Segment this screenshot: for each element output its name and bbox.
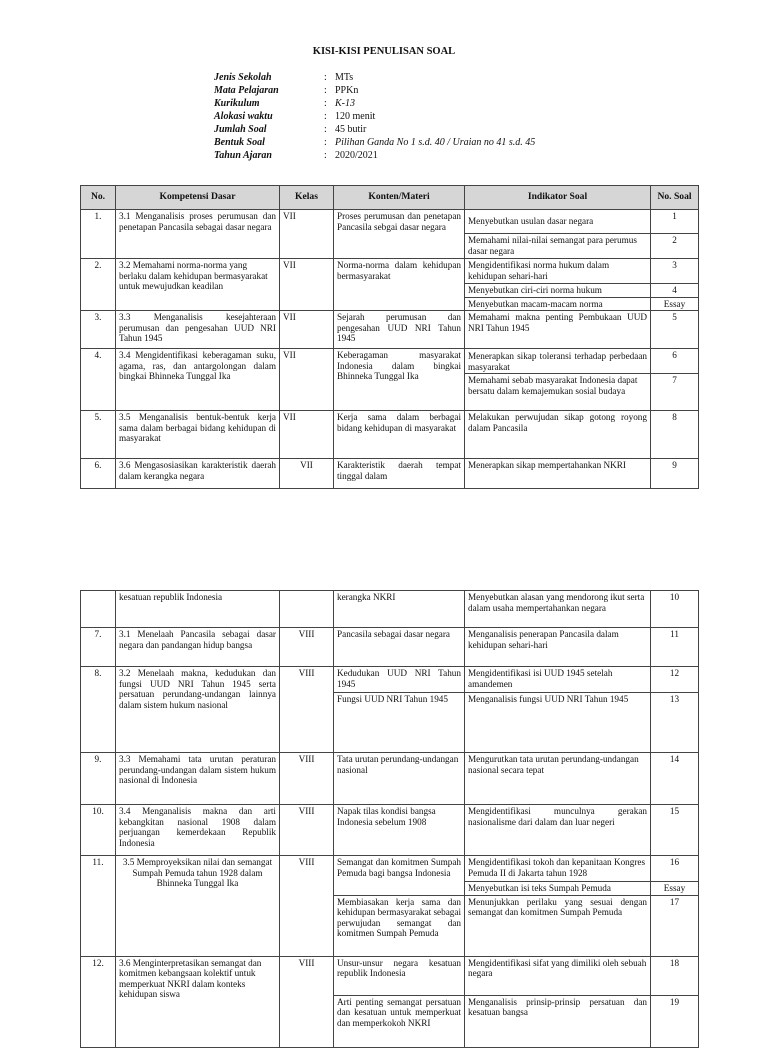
cell-konten: Fungsi UUD NRI Tahun 1945	[334, 693, 465, 753]
cell-no-soal: 12	[651, 667, 699, 693]
meta-row-bentuk-soal	[214, 136, 535, 149]
table-row	[81, 259, 699, 284]
cell-no-soal: 16	[651, 856, 699, 882]
cell-konten: Unsur-unsur negara kesatuan republik Indonesia	[334, 956, 465, 995]
cell-konten: Kerja sama dalam berbagai bidang kehidupan di masyarakat	[334, 411, 465, 459]
meta-row-kurikulum	[214, 97, 535, 110]
cell-no-soal: 1	[651, 210, 699, 234]
cell-no-soal: 5	[651, 311, 699, 349]
cell-kompetensi: 3.4 Menganalisis makna dan arti kebangkitan nasional 1908 dalam perjuangan kemerdekaan Republik Indonesia	[116, 805, 280, 856]
cell-kompetensi: 3.6 Menginterpretasikan semangat dan komitmen kebangsaan kolektif untuk memperkuat NKRI dalam konteks kehidupan siswa	[116, 956, 280, 1047]
cell-no-soal: Essay	[651, 882, 699, 896]
cell-no-soal: 11	[651, 628, 699, 667]
cell-kelas: VII	[280, 259, 334, 311]
cell-konten: Pancasila sebagai dasar negara	[334, 628, 465, 667]
meta-value: PPKn	[335, 85, 359, 96]
cell-no	[81, 591, 116, 628]
table-row	[81, 753, 699, 805]
cell-indikator: Menunjukkan perilaku yang sesuai dengan semangat dan komitmen Sumpah Pemuda	[465, 895, 651, 956]
cell-kompetensi: 3.6 Mengasosiasikan karakteristik daerah dalam kerangka negara	[116, 459, 280, 489]
table-row	[81, 591, 699, 628]
meta-value: MTs	[335, 72, 354, 83]
cell-indikator: Mengidentifikasi munculnya gerakan nasionalisme dari dalam dan luar negeri	[465, 805, 651, 856]
meta-label: Jenis Sekolah	[214, 72, 272, 83]
cell-no: 9.	[81, 753, 116, 805]
cell-kelas: VIII	[280, 667, 334, 753]
meta-label: Tahun Ajaran	[214, 150, 272, 161]
cell-konten: Semangat dan komitmen Sumpah Pemuda bagi bangsa Indonesia	[334, 856, 465, 896]
cell-indikator: Mengidentifikasi sifat yang dimiliki oleh sebuah negara	[465, 956, 651, 995]
header-kelas: Kelas	[280, 186, 334, 210]
cell-indikator: Menerapkan sikap toleransi terhadap perbedaan masyarakat	[465, 349, 651, 374]
meta-colon: :	[324, 150, 327, 161]
cell-no-soal: 7	[651, 374, 699, 411]
table-row	[81, 628, 699, 667]
cell-indikator: Melakukan perwujudan sikap gotong royong dalam Pancasila	[465, 411, 651, 459]
table-row	[81, 411, 699, 459]
cell-kompetensi: 3.4 Mengidentifikasi keberagaman suku, agama, ras, dan antargolongan dalam bingkai Bhinneka Tunggal Ika	[116, 349, 280, 411]
cell-konten: Keberagaman masyarakat Indonesia dalam bingkai Bhinneka Tunggal Ika	[334, 349, 465, 411]
cell-indikator: Menganalisis fungsi UUD NRI Tahun 1945	[465, 693, 651, 753]
meta-row-alokasi-waktu	[214, 110, 535, 123]
cell-no-soal: 9	[651, 459, 699, 489]
cell-no-soal: Essay	[651, 297, 699, 311]
cell-indikator: Mengidentifikasi isi UUD 1945 setelah amandemen	[465, 667, 651, 693]
cell-no: 11.	[81, 856, 116, 957]
cell-indikator: Menganalisis prinsip-prinsip persatuan dan kesatuan bangsa	[465, 995, 651, 1047]
cell-kelas: VIII	[280, 805, 334, 856]
cell-konten: Sejarah perumusan dan pengesahan UUD NRI Tahun 1945	[334, 311, 465, 349]
meta-colon: :	[324, 111, 327, 122]
cell-no-soal: 2	[651, 234, 699, 259]
meta-label: Kurikulum	[214, 98, 260, 109]
cell-no-soal: 14	[651, 753, 699, 805]
cell-kelas: VIII	[280, 753, 334, 805]
cell-indikator: Memahami makna penting Pembukaan UUD NRI Tahun 1945	[465, 311, 651, 349]
cell-konten: Norma-norma dalam kehidupan bermasyarakat	[334, 259, 465, 311]
meta-row-tahun-ajaran	[214, 149, 535, 162]
cell-indikator: Menganalisis penerapan Pancasila dalam kehidupan sehari-hari	[465, 628, 651, 667]
cell-kelas	[280, 591, 334, 628]
meta-row-jumlah-soal	[214, 123, 535, 136]
header-kompetensi-dasar: Kompetensi Dasar	[116, 186, 280, 210]
table-row	[81, 956, 699, 995]
cell-indikator: Menyebutkan isi teks Sumpah Pemuda	[465, 882, 651, 896]
table-row	[81, 311, 699, 349]
cell-indikator: Mengidentifikasi norma hukum dalam kehidupan sehari-hari	[465, 259, 651, 284]
cell-indikator: Memahami sebab masyarakat Indonesia dapat bersatu dalam kemajemukan sosial budaya	[465, 374, 651, 411]
cell-no-soal: 6	[651, 349, 699, 374]
cell-kelas: VIII	[280, 856, 334, 957]
cell-kelas: VII	[280, 459, 334, 489]
cell-kelas: VIII	[280, 628, 334, 667]
document-title: KISI-KISI PENULISAN SOAL	[312, 46, 456, 57]
cell-konten: kerangka NKRI	[334, 591, 465, 628]
header-no-soal: No. Soal	[651, 186, 699, 210]
meta-value: 120 menit	[335, 111, 376, 122]
meta-colon: :	[324, 124, 327, 135]
cell-no: 8.	[81, 667, 116, 753]
meta-value: 2020/2021	[335, 150, 378, 161]
cell-konten: Napak tilas kondisi bangsa Indonesia sebelum 1908	[334, 805, 465, 856]
table-row	[81, 459, 699, 489]
table-row	[81, 210, 699, 234]
kisi-kisi-table-page-2	[80, 590, 699, 1048]
table-row	[81, 349, 699, 374]
cell-indikator: Memahami nilai-nilai semangat para perumus dasar negara	[465, 234, 651, 259]
meta-value: 45 butir	[335, 124, 367, 135]
cell-no-soal: 4	[651, 284, 699, 298]
kisi-kisi-table-page-1	[80, 185, 699, 489]
table-header-row	[81, 186, 699, 210]
meta-row-mata-pelajaran	[214, 84, 535, 97]
table-row	[81, 856, 699, 882]
cell-no-soal: 19	[651, 995, 699, 1047]
meta-colon: :	[324, 85, 327, 96]
cell-indikator: Menyebutkan usulan dasar negara	[465, 210, 651, 234]
cell-no: 2.	[81, 259, 116, 311]
cell-konten: Membiasakan kerja sama dan kehidupan bermasyarakat sebagai perwujudan semangat dan komitmen Sumpah Pemuda	[334, 895, 465, 956]
meta-row-jenis-sekolah	[214, 71, 535, 84]
cell-indikator: Mengurutkan tata urutan perundang-undangan nasional secara tepat	[465, 753, 651, 805]
cell-kelas: VII	[280, 349, 334, 411]
cell-konten: Karakteristik daerah tempat tinggal dalam	[334, 459, 465, 489]
cell-konten: Kedudukan UUD NRI Tahun 1945	[334, 667, 465, 693]
header-konten-materi: Konten/Materi	[334, 186, 465, 210]
cell-kompetensi: kesatuan republik Indonesia	[116, 591, 280, 628]
meta-value: Pilihan Ganda No 1 s.d. 40 / Uraian no 41 s.d. 45	[335, 137, 536, 148]
cell-indikator: Menyebutkan macam-macam norma	[465, 297, 651, 311]
cell-no-soal: 15	[651, 805, 699, 856]
cell-kelas: VII	[280, 311, 334, 349]
cell-kelas: VII	[280, 210, 334, 259]
meta-label: Bentuk Soal	[214, 137, 265, 148]
cell-kompetensi: 3.1 Menelaah Pancasila sebagai dasar negara dan pandangan hidup bangsa	[116, 628, 280, 667]
cell-konten: Tata urutan perundang-undangan nasional	[334, 753, 465, 805]
meta-colon: :	[324, 98, 327, 109]
cell-indikator: Menyebutkan ciri-ciri norma hukum	[465, 284, 651, 298]
header-no: No.	[81, 186, 116, 210]
cell-kompetensi: 3.2 Menelaah makna, kedudukan dan fungsi UUD NRI Tahun 1945 serta persatuan perundang-undangan lainnya dalam sistem hukum nasional	[116, 667, 280, 753]
cell-kompetensi: 3.3 Menganalisis kesejahteraan perumusan dan pengesahan UUD NRI Tahun 1945	[116, 311, 280, 349]
cell-no: 1.	[81, 210, 116, 259]
cell-no: 10.	[81, 805, 116, 856]
meta-colon: :	[324, 137, 327, 148]
document-meta	[214, 71, 535, 162]
cell-no: 5.	[81, 411, 116, 459]
cell-no-soal: 18	[651, 956, 699, 995]
meta-label: Mata Pelajaran	[214, 85, 279, 96]
cell-kompetensi: 3.5 Memproyeksikan nilai dan semangat Sumpah Pemuda tahun 1928 dalam Bhinneka Tunggal Ika	[116, 856, 280, 957]
cell-indikator: Mengidentifikasi tokoh dan kepanitaan Kongres Pemuda II di Jakarta tahun 1928	[465, 856, 651, 882]
cell-no-soal: 10	[651, 591, 699, 628]
cell-indikator: Menyebutkan alasan yang mendorong ikut serta dalam usaha mempertahankan negara	[465, 591, 651, 628]
cell-no: 7.	[81, 628, 116, 667]
cell-no: 12.	[81, 956, 116, 1047]
meta-colon: :	[324, 72, 327, 83]
cell-kompetensi: 3.2 Memahami norma-norma yang berlaku dalam kehidupan bermasyarakat untuk mewujudkan keadilan	[116, 259, 280, 311]
cell-no: 6.	[81, 459, 116, 489]
meta-label: Jumlah Soal	[214, 124, 267, 135]
cell-no-soal: 13	[651, 693, 699, 753]
meta-label: Alokasi waktu	[214, 111, 273, 122]
cell-no: 3.	[81, 311, 116, 349]
cell-no: 4.	[81, 349, 116, 411]
cell-kompetensi: 3.3 Memahami tata urutan peraturan perundang-undangan dalam sistem hukum nasional di Indonesia	[116, 753, 280, 805]
cell-kelas: VII	[280, 411, 334, 459]
cell-no-soal: 17	[651, 895, 699, 956]
header-indikator-soal: Indikator Soal	[465, 186, 651, 210]
cell-kelas: VIII	[280, 956, 334, 1047]
meta-value: K-13	[335, 98, 355, 109]
cell-kompetensi: 3.1 Menganalisis proses perumusan dan penetapan Pancasila sebagai dasar negara	[116, 210, 280, 259]
table-row	[81, 805, 699, 856]
cell-indikator: Menerapkan sikap mempertahankan NKRI	[465, 459, 651, 489]
cell-kompetensi: 3.5 Menganalisis bentuk-bentuk kerja sama dalam berbagai bidang kehidupan di masyarakat	[116, 411, 280, 459]
cell-no-soal: 8	[651, 411, 699, 459]
cell-konten: Proses perumusan dan penetapan Pancasila sebgai dasar negara	[334, 210, 465, 259]
cell-konten: Arti penting semangat persatuan dan kesatuan untuk memperkuat dan memperkokoh NKRI	[334, 995, 465, 1047]
table-row	[81, 667, 699, 693]
cell-no-soal: 3	[651, 259, 699, 284]
